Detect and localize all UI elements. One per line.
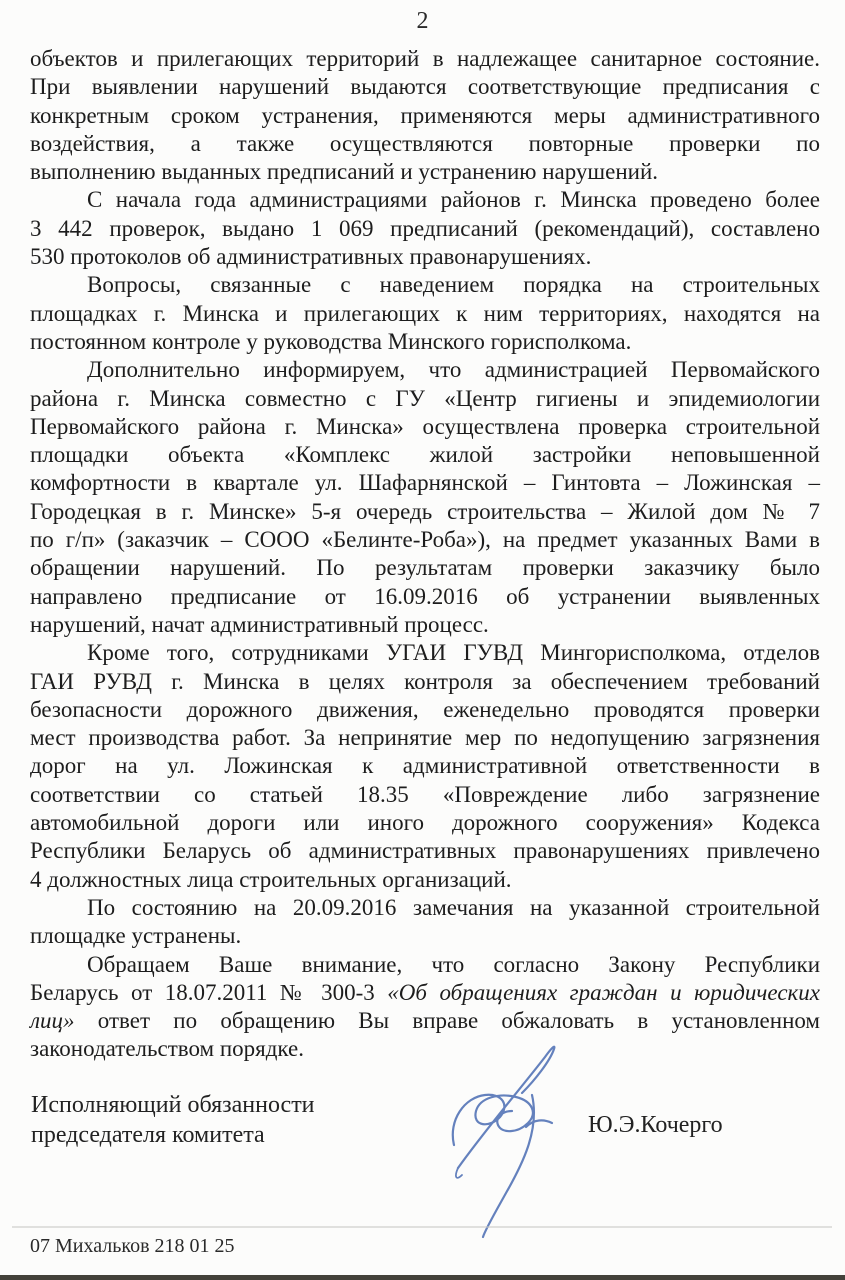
scan-edge-shadow (0, 1275, 845, 1280)
text-line: С начала года администрациями районов г. Минска проведено более (87, 187, 820, 213)
text-line: площадках г. Минска и прилегающих к ним территориях, находятся на (30, 300, 820, 326)
text-line: Вопросы, связанные с наведением порядка на строительных (87, 272, 820, 298)
text-line: комфортности в квартале ул. Шафарнянской – Гинтовта – Ложинская – (30, 470, 820, 496)
text-line: автомобильной дороги или иного дорожного сооружения» Кодекса (30, 810, 820, 836)
text-line: Первомайского района г. Минска» осуществлена проверка строительной (30, 413, 820, 439)
text-line: Городецкая в г. Минске» 5-я очередь строительства – Жилой дом № 7 (30, 498, 820, 524)
text-line: объектов и прилегающих территорий в надлежащее санитарное состояние. (30, 46, 820, 71)
text-line: нарушений, начат административный процесс. (30, 611, 489, 637)
text-line: Обращаем Ваше внимание, что согласно Закону Республики (87, 951, 820, 977)
text-line: Кроме того, сотрудниками УГАИ ГУВД Мингорисполкома, отделов (87, 640, 820, 666)
text-line: По состоянию на 20.09.2016 замечания на указанной строительной (87, 894, 820, 920)
text-line: При выявлении нарушений выдаются соответствующие предписания с (30, 74, 820, 100)
scan-artifact-line (12, 1226, 832, 1228)
text-line: направлено предписание от 16.09.2016 об устранении выявленных (30, 583, 820, 609)
text-line: района г. Минска совместно с ГУ «Центр гигиены и эпидемиологии (30, 385, 820, 411)
text-line: лиц» ответ по обращению Вы вправе обжаловать в установленном (30, 1008, 820, 1034)
signoff-block (31, 1090, 315, 1150)
text-line: Республики Беларусь об административных правонарушениях привлечено (30, 838, 820, 864)
document-body (30, 45, 820, 1064)
text-line: безопасности дорожного движения, еженедельно проводятся проверки (30, 696, 820, 722)
text-line: 3 442 проверок, выдано 1 069 предписаний (рекомендаций), составлено (30, 215, 820, 241)
page-number: 2 (416, 8, 429, 34)
text-line: Беларусь от 18.07.2011 № 300-3 «Об обращениях граждан и юридических (30, 979, 820, 1005)
text-line: площадки объекта «Комплекс жилой застройки неповышенной (30, 442, 820, 468)
executor-reference: 07 Михальков 218 01 25 (30, 1235, 235, 1257)
signer-role-line-1: Исполняющий обязанности (31, 1092, 315, 1118)
text-line: выполнению выданных предписаний и устранению нарушений. (30, 159, 658, 185)
text-line: воздействия, а также осуществляются повторные проверки по (30, 130, 820, 156)
text-line: 4 должностных лица строительных организаций. (30, 866, 512, 892)
text-line: дорог на ул. Ложинская к административной ответственности в (30, 753, 820, 779)
text-line: ГАИ РУВД г. Минска в целях контроля за обеспечением требований (30, 668, 820, 694)
text-line: по г/п» (заказчик – СООО «Белинте-Роба»), на предмет указанных Вами в (30, 527, 820, 553)
text-line: соответствии со статьей 18.35 «Повреждение либо загрязнение (30, 781, 820, 807)
text-line: обращении нарушений. По результатам проверки заказчику было (30, 555, 820, 581)
text-line: мест производства работ. За непринятие мер по недопущению загрязнения (30, 725, 820, 751)
signer-role-line-2: председателя комитета (31, 1122, 265, 1148)
text-line: 530 протоколов об административных правонарушениях. (30, 244, 592, 270)
text-line: законодательством порядке. (30, 1036, 304, 1062)
text-line: постоянном контроле у руководства Минского горисполкома. (30, 328, 632, 354)
text-line: Дополнительно информируем, что администрацией Первомайского (87, 357, 820, 383)
signer-name: Ю.Э.Кочерго (588, 1112, 723, 1138)
text-line: конкретным сроком устранения, применяются меры административного (30, 102, 820, 128)
handwritten-signature-ink (440, 1035, 580, 1245)
text-line: площадке устранены. (30, 923, 242, 949)
